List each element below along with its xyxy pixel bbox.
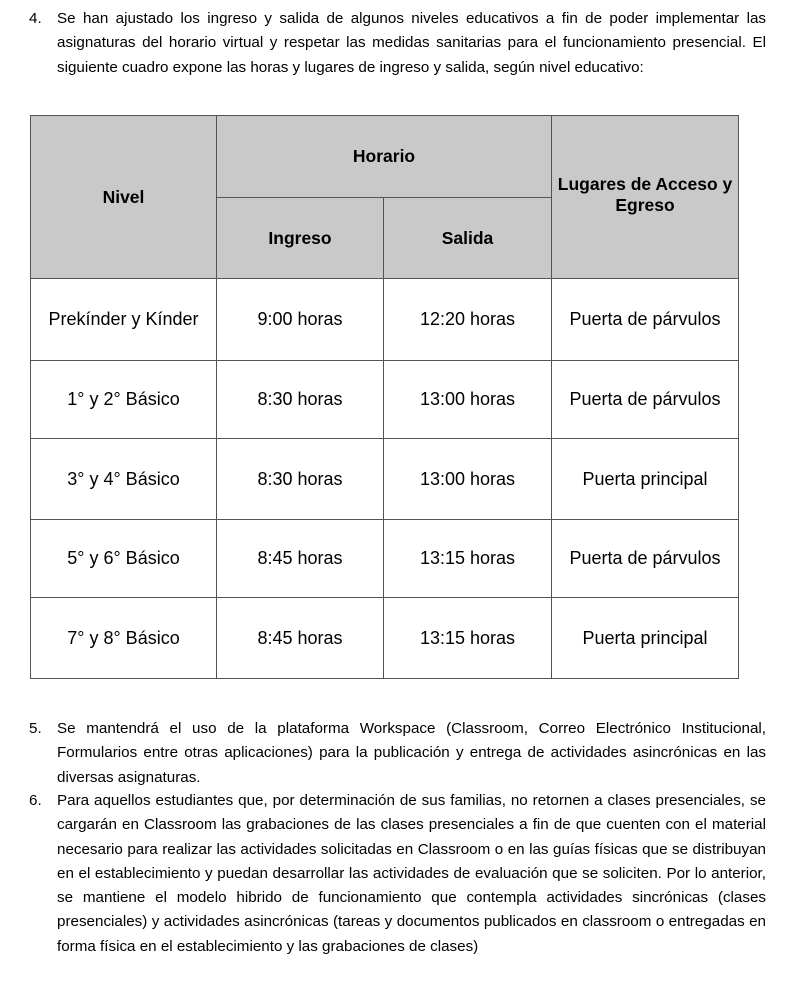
cell-salida: 13:00 horas [384,361,552,439]
table-row [31,520,739,598]
cell-ingreso: 9:00 horas [217,279,384,361]
header-nivel: Nivel [31,116,217,279]
cell-salida: 13:00 horas [384,439,552,520]
cell-nivel: 3° y 4° Básico [31,439,217,520]
cell-lugar: Puerta principal [552,598,739,679]
cell-ingreso: 8:45 horas [217,520,384,598]
cell-nivel: 1° y 2° Básico [31,361,217,439]
cell-ingreso: 8:30 horas [217,439,384,520]
cell-lugar: Puerta de párvulos [552,361,739,439]
list-number: 6. [29,792,42,809]
cell-nivel: 7° y 8° Básico [31,598,217,679]
header-horario: Horario [217,116,552,198]
header-lugares: Lugares de Acceso y Egreso [552,116,739,279]
cell-nivel: 5° y 6° Básico [31,520,217,598]
table-row [31,439,739,520]
cell-salida: 13:15 horas [384,598,552,679]
paragraph: Para aquellos estudiantes que, por determinación de sus familias, no retornen a clases presenciales, se cargarán en Classroom las grabaciones de las clases presenciales a fin de que cuenten con el material necesario para realizar las actividades solicitadas en Classroom o en las guías físicas que se distribuyan en el establecimiento y puedan desarrollar las actividades de evaluación que se soliciten. Por lo anterior, se mantiene el modelo hibrido de funcionamiento que contempla actividades sincrónicas (clases presenciales) y actividades asincrónicas (tareas y documentos publicados en classroom o entregadas en forma física en el establecimiento y las grabaciones de clases) [57,792,766,955]
cell-salida: 13:15 horas [384,520,552,598]
cell-nivel: Prekínder y Kínder [31,279,217,361]
schedule-table [30,115,739,679]
list-number: 5. [29,720,42,737]
paragraph: Se mantendrá el uso de la plataforma Workspace (Classroom, Correo Electrónico Institucional, Formularios entre otras aplicaciones) para la publicación y entrega de actividades asincrónicas en las diversas asignaturas. [57,720,766,786]
cell-lugar: Puerta principal [552,439,739,520]
cell-ingreso: 8:30 horas [217,361,384,439]
table-header-row [31,116,739,198]
header-salida: Salida [384,198,552,279]
cell-salida: 12:20 horas [384,279,552,361]
list-number: 4. [29,10,42,27]
cell-lugar: Puerta de párvulos [552,520,739,598]
cell-lugar: Puerta de párvulos [552,279,739,361]
paragraph: Se han ajustado los ingreso y salida de algunos niveles educativos a fin de poder implementar las asignaturas del horario virtual y respetar las medidas sanitarias para el funcionamiento presencial. El siguiente cuadro expone las horas y lugares de ingreso y salida, según nivel educativo: [57,10,766,76]
table-row [31,598,739,679]
table-row [31,361,739,439]
cell-ingreso: 8:45 horas [217,598,384,679]
table-row [31,279,739,361]
header-ingreso: Ingreso [217,198,384,279]
